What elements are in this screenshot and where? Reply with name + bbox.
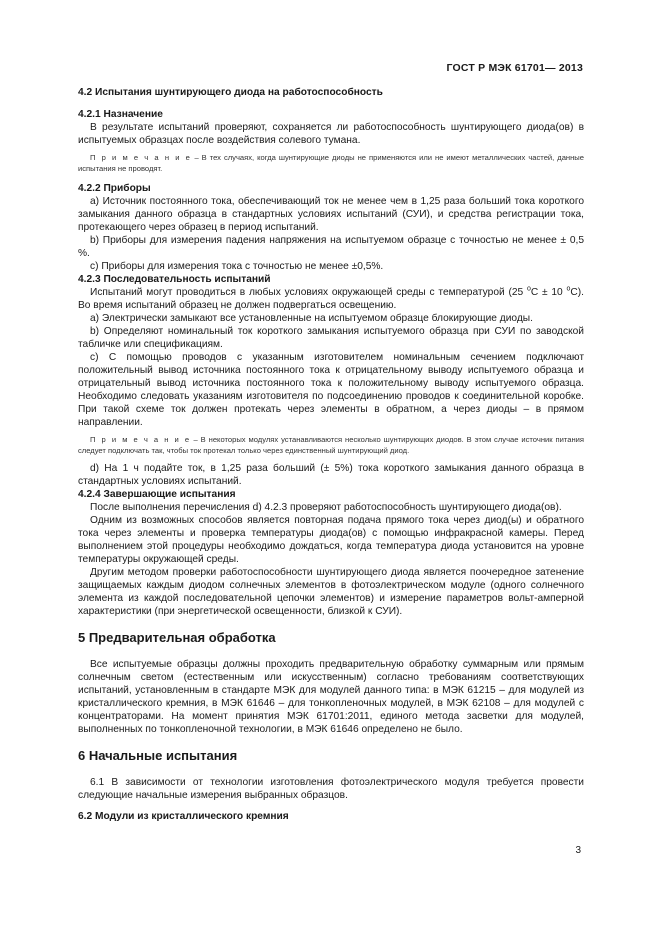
paragraph: [78, 286, 584, 312]
degree-sup: о: [526, 285, 531, 293]
list-item: a) Электрически замыкают все установленные на испытуемом образце блокирующие диоды.: [90, 313, 533, 324]
paragraph: Все испытуемые образцы должны проходить предварительную обработку суммарным или прямым солнечным светом (естественным или искусственным) согласно требованиям соответствующих испытаний, установленным в стандарте МЭК для модулей данного типа: в МЭК 61215 – для модулей из кристаллического кремния, в МЭК 61646 – для тонкопленочных модулей, в МЭК 62108 – для модулей с концентраторами. На момент принятия МЭК 61701:2011, единого метода засветки для модулей, выполненных по тонкопленочной технологии, в МЭК 61646 определено не было.: [78, 659, 584, 735]
list-item: d) На 1 ч подайте ток, в 1,25 раза больший (± 5%) тока короткого замыкания данного образца в стандартных условиях испытаний.: [78, 463, 584, 487]
paragraph: 6.1 В зависимости от технологии изготовления фотоэлектрического модуля требуется провести следующие начальные измерения выбранных образцов.: [78, 777, 584, 801]
paragraph: Другим методом проверки работоспособности шунтирующего диода является поочередное затенение защищаемых каждым диодом солнечных элементов в фотоэлектрическом модуле (одного солнечного элемента из каждой последовательной цепочки элементов) и измерение параметров вольт-амперной характеристики (при энергетической освещенности, близкой к СУИ).: [78, 567, 584, 617]
text-run: Испытаний могут проводиться в любых условиях окружающей среды с температурой (25: [90, 287, 527, 298]
text-run: С). Во время испытаний образец не должен подвергаться освещению.: [78, 287, 584, 311]
paragraph: После выполнения перечисления d) 4.2.3 проверяют работоспособность шунтирующего диода(ов).: [90, 502, 562, 513]
list-item: c) С помощью проводов с указанным изготовителем номинальным сечением подключают положительный вывод источника постоянного тока к отрицательному выводу испытуемого образца и отрицательный вывод источника постоянного тока к положительному выводу испытуемого образца. Необходимо следовать указаниям изготовителя по подсоединению проводов к соединительной коробке. При такой схеме ток должен протекать через элементы в обратном, а через диоды – в прямом направлении.: [78, 352, 584, 428]
note-label: П р и м е ч а н и е: [90, 153, 192, 162]
degree-sup: о: [566, 285, 571, 293]
section-4-2-2-title: 4.2.2 Приборы: [78, 183, 151, 194]
paragraph: Одним из возможных способов является повторная подача прямого тока через диод(ы) и обратного тока через элементы и проверка температуры диода(ов) с помощью инфракрасной камеры. Перед выполнением этой процедуры необходимо дождаться, когда температура диода установится на уровне температуры окружающей среды.: [78, 515, 584, 565]
note: [78, 153, 584, 174]
page-content: [78, 86, 584, 823]
list-item: a) Источник постоянного тока, обеспечивающий ток не менее чем в 1,25 раза больший тока короткого замыкания данного образца в стандартных условиях испытаний (СУИ), и средства регистрации тока, протекающего через образец в период испытаний.: [78, 196, 584, 233]
list-item: b) Определяют номинальный ток короткого замыкания испытуемого образца при СУИ по заводской табличке или спецификациям.: [78, 326, 584, 350]
section-4-2-4-title: 4.2.4 Завершающие испытания: [78, 489, 236, 500]
section-4-2-1-title: 4.2.1 Назначение: [78, 109, 163, 120]
list-item: c) Приборы для измерения тока с точностью не менее ±0,5%.: [90, 261, 384, 272]
page-number: 3: [575, 845, 581, 856]
section-5-title: 5 Предварительная обработка: [78, 630, 276, 645]
text-run: С ± 10: [530, 287, 567, 298]
section-6-2-title: 6.2 Модули из кристаллического кремния: [78, 811, 289, 822]
section-4-2-3-title: 4.2.3 Последовательность испытаний: [78, 274, 271, 285]
note-label: П р и м е ч а н и е: [90, 435, 191, 444]
section-6-title: 6 Начальные испытания: [78, 748, 238, 763]
paragraph: В результате испытаний проверяют, сохраняется ли работоспособность шунтирующего диода(ов) в испытуемых образцах после воздействия солевого тумана.: [78, 122, 584, 146]
section-4-2-title: 4.2 Испытания шунтирующего диода на работоспособность: [78, 87, 383, 98]
list-item: b) Приборы для измерения падения напряжения на испытуемом образце с точностью не менее ± 0,5 %.: [78, 235, 584, 259]
note: [78, 435, 584, 456]
note-text: – В тех случаях, когда шунтирующие диоды не применяются или не имеют металлических частей, данные испытания не проводят.: [78, 153, 584, 173]
note-text: – В некоторых модулях устанавливаются несколько шунтирующих диодов. В этом случае источник питания следует подключать так, чтобы ток протекал только через единственный шунтирующий диод.: [78, 435, 584, 455]
document-id-header: ГОСТ Р МЭК 61701— 2013: [446, 62, 583, 74]
